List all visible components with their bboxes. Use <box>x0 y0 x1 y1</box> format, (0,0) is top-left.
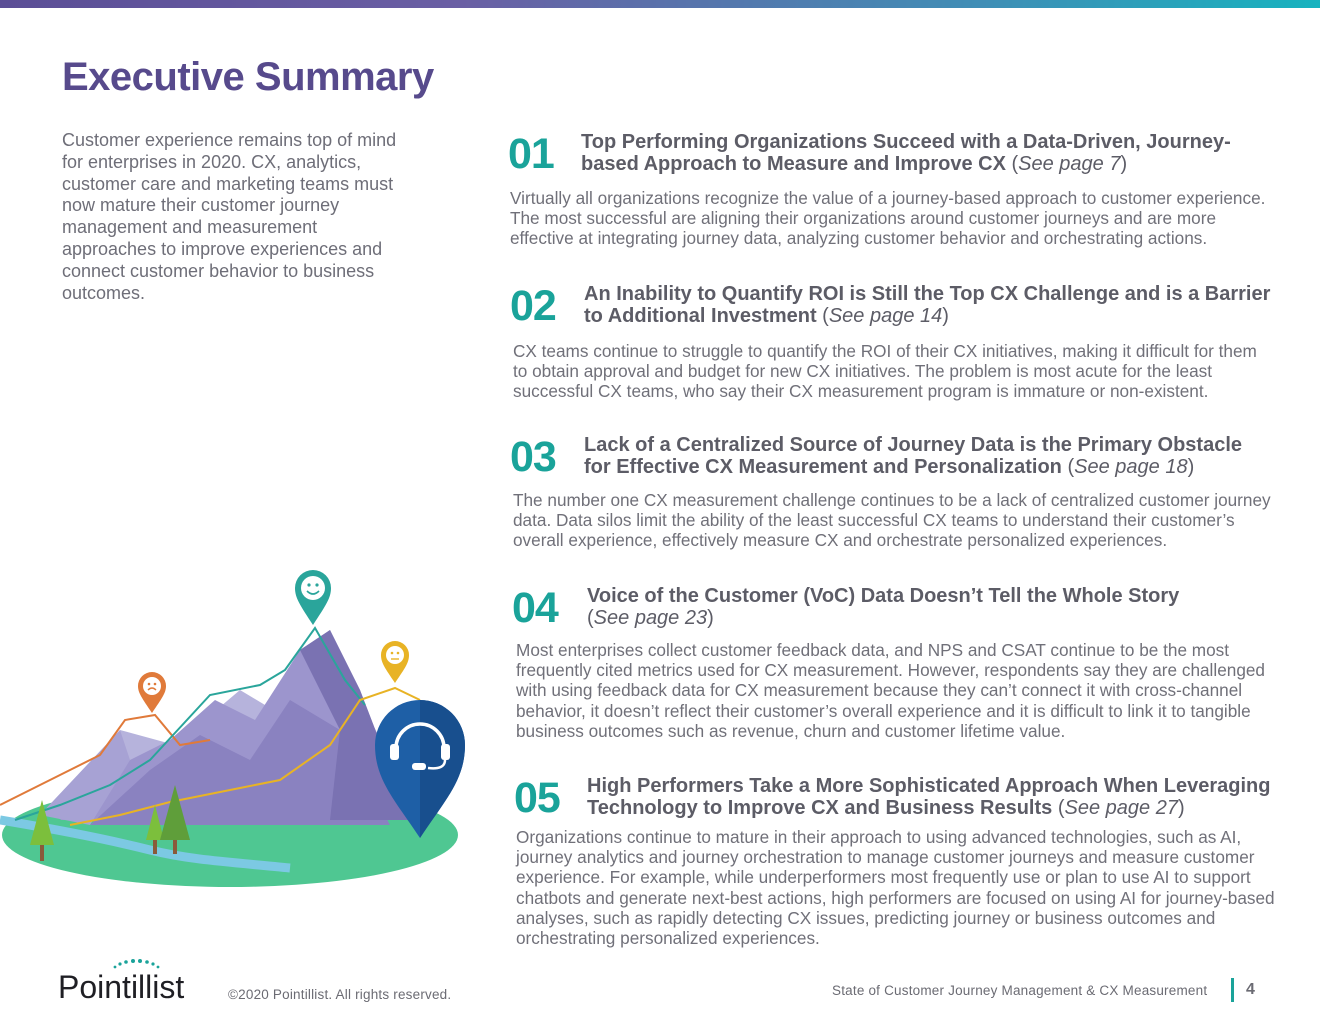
finding-number: 04 <box>512 584 558 632</box>
sad-face-pin-icon <box>138 672 166 713</box>
finding-number: 02 <box>510 282 556 330</box>
finding-body: The number one CX measurement challenge continues to be a lack of centralized customer journey data. Data silos limit the ability of the least successful CX teams to understand their customer’s overall experience, effectively measure CX and orchestrate personalized experiences. <box>513 490 1271 551</box>
finding-body: CX teams continue to struggle to quantify the ROI of their CX initiatives, making it difficult for them to obtain approval and budget for new CX initiatives. The problem is most acute for the least successful CX teams, who say their CX measurement program is immature or non-existent. <box>513 341 1257 402</box>
page-reference-link[interactable]: See page 7 <box>1018 152 1121 175</box>
finding-heading: Lack of a Centralized Source of Journey Data is the Primary Obstacle for Effective CX Measurement and Personalization (See page 18) <box>584 434 1242 478</box>
finding-heading: High Performers Take a More Sophisticated Approach When Leveraging Technology to Improve CX and Business Results (See page 27) <box>587 775 1271 819</box>
finding-body: Organizations continue to mature in their approach to using advanced technologies, such as AI, journey analytics and journey orchestration to manage customer journeys and measure customer experience. For example, while underperformers most frequently use or plan to use AI to support chatbots and generate next-best actions, high performers are focused on using AI for journey-based analyses, such as rapidly detecting CX issues, predicting journey or business outcomes and orchestrating personalized experiences. <box>516 827 1275 949</box>
page-reference-link[interactable]: See page 23 <box>593 606 708 629</box>
pointillist-logo <box>58 958 203 1004</box>
page-number: 4 <box>1246 981 1255 998</box>
finding-body: Most enterprises collect customer feedback data, and NPS and CSAT continue to be the most frequently cited metrics used for CX measurement. However, respondents say they are challenged with using feedback data for CX measurement because they can’t connect it with cross-channel behavior, it doesn’t reflect their customer’s overall experience and it is difficult to link it to tangible business outcomes such as revenue, churn and customer lifetime value. <box>516 640 1265 741</box>
copyright-text: ©2020 Pointillist. All rights reserved. <box>228 987 452 1002</box>
page-reference-link[interactable]: See page 27 <box>1064 796 1178 819</box>
smile-face-pin-icon <box>295 570 331 625</box>
logo-dots <box>114 959 160 968</box>
neutral-face-pin-icon <box>381 641 409 683</box>
page-title: Executive Summary <box>62 55 434 99</box>
finding-number: 03 <box>510 433 556 481</box>
footer-divider <box>1231 978 1234 1002</box>
page-reference-link[interactable]: See page 18 <box>1074 455 1188 478</box>
finding-body: Virtually all organizations recognize the value of a journey-based approach to customer experience. The most successful are aligning their organizations around customer journeys and are more effective at integrating journey data, analyzing customer behavior and orchestrating actions. <box>510 188 1266 249</box>
logo-wordmark: Pointillist <box>58 969 185 1004</box>
top-gradient-bar <box>0 0 1320 8</box>
finding-heading: An Inability to Quantify ROI is Still the Top CX Challenge and is a Barrier to Additional Investment (See page 14) <box>584 283 1271 327</box>
finding-heading: Voice of the Customer (VoC) Data Doesn’t Tell the Whole Story (See page 23) <box>587 585 1180 629</box>
finding-heading: Top Performing Organizations Succeed with a Data-Driven, Journey-based Approach to Measure and Improve CX (See page 7) <box>581 131 1231 175</box>
finding-number: 05 <box>514 774 560 822</box>
page-reference-link[interactable]: See page 14 <box>828 304 943 327</box>
intro-paragraph: Customer experience remains top of mind for enterprises in 2020. CX, analytics, customer care and marketing teams must now mature their customer journey management and measurement approaches to improve experiences and connect customer behavior to business outcomes. <box>62 130 397 303</box>
report-title: State of Customer Journey Management & CX Measurement <box>832 983 1208 998</box>
finding-number: 01 <box>508 130 554 178</box>
journey-mountain-illustration <box>0 560 470 890</box>
